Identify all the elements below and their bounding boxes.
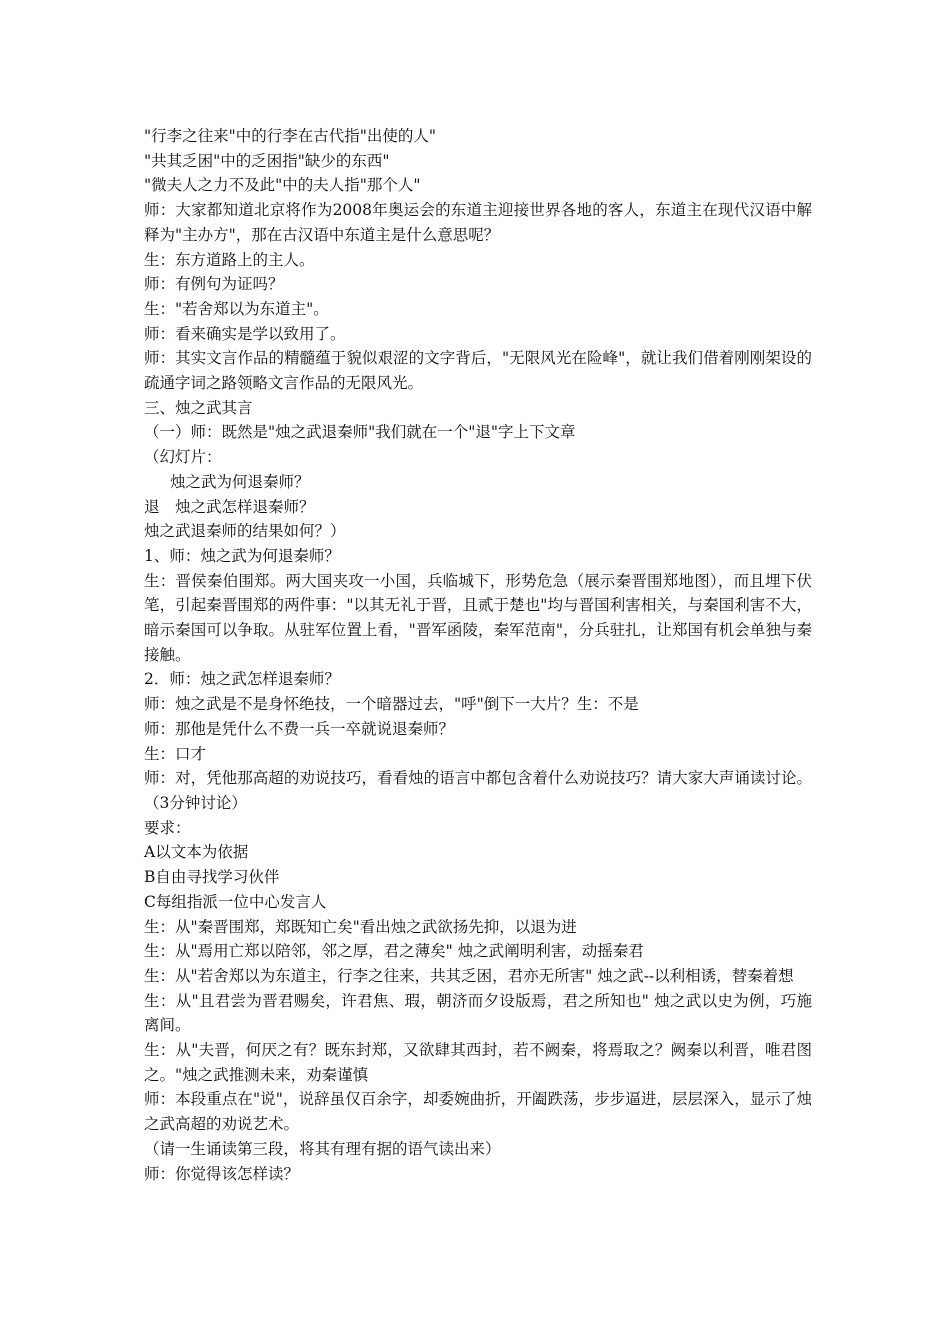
text-line: 师：你觉得该怎样读？ xyxy=(144,1164,300,1183)
slide-item: 烛之武退秦师的结果如何？） xyxy=(144,522,346,541)
text-line: 生：从"若舍郑以为东道主，行李之往来，共其乏困，君亦无所害" 烛之武--以利相诱，替秦着想 xyxy=(144,966,794,985)
text-line: 师：对，凭他那高超的劝说技巧，看看烛的语言中都包含着什么劝说技巧？请大家大声诵读讨论。（3分钟讨论） xyxy=(144,769,812,812)
text-line: "微夫人之力不及此"中的夫人指"那个人" xyxy=(144,176,421,195)
text-line: 生：晋侯秦伯围郑。两大国夹攻一小国，兵临城下，形势危急（展示秦晋围郑地图），而且埋下伏笔，引起秦晋围郑的两件事："以其无礼于晋，且贰于楚也"均与晋国利害相关，与秦国利害不大，暗示秦国可以争取。从驻军位置上看，"晋军函陵，秦军范南"，分兵驻扎，让郑国有机会单独与秦接触。 xyxy=(144,571,812,664)
text-line: 师：其实文言作品的精髓蕴于貌似艰涩的文字背后，"无限风光在险峰"，就让我们借着刚刚架设的疏通字词之路领略文言作品的无限风光。 xyxy=(144,349,812,393)
text-line: 1、师：烛之武为何退秦师？ xyxy=(144,546,340,565)
text-line: 生：从"且君尝为晋君赐矣，许君焦、瑕，朝济而夕设版焉，君之所知也" 烛之武以史为例，巧施离间。 xyxy=(144,991,812,1035)
requirement-item: A以文本为依据 xyxy=(144,843,249,862)
text-line: 师：大家都知道北京将作为2008年奥运会的东道主迎接世界各地的客人，东道主在现代汉语中解释为"主办方"，那在古汉语中东道主是什么意思呢？ xyxy=(144,201,812,244)
text-line: （一）师：既然是"烛之武退秦师"我们就在一个"退"字上下文章 xyxy=(144,423,576,442)
text-line: （幻灯片： xyxy=(144,448,222,467)
text-line: 生：从"夫晋，何厌之有？既东封郑，又欲肆其西封，若不阙秦，将焉取之？阙秦以利晋，唯君图之。"烛之武推测未来，劝秦谨慎 xyxy=(144,1041,812,1084)
text-line: 生：从"焉用亡郑以陪邻，邻之厚，君之薄矣" 烛之武阐明利害，动摇秦君 xyxy=(144,942,644,961)
slide-item: 退 烛之武怎样退秦师？ xyxy=(144,497,315,516)
requirement-item: C每组指派一位中心发言人 xyxy=(144,892,327,911)
section-heading: 三、烛之武其言 xyxy=(144,398,253,417)
slide-item: 烛之武为何退秦师？ xyxy=(170,472,310,491)
text-line: 师：那他是凭什么不费一兵一卒就说退秦师？ xyxy=(144,719,455,738)
text-line: 师：烛之武是不是身怀绝技，一个暗器过去，"呼"倒下一大片？生：不是 xyxy=(144,695,639,714)
text-line: （请一生诵读第三段，将其有理有据的语气读出来） xyxy=(144,1139,501,1158)
text-line: 师：本段重点在"说"，说辞虽仅百余字，却委婉曲折，开阖跌荡，步步逼进，层层深入，显示了烛之武高超的劝说艺术。 xyxy=(144,1090,812,1134)
text-line: 生："若舍郑以为东道主"。 xyxy=(144,299,329,318)
text-line: "共其乏困"中的乏困指"缺少的东西" xyxy=(144,151,390,170)
text-line: 生：从"秦晋围郑，郑既知亡矣"看出烛之武欲扬先抑，以退为进 xyxy=(144,917,577,936)
text-line: 生：东方道路上的主人。 xyxy=(144,250,315,269)
text-line: "行李之往来"中的行李在古代指"出使的人" xyxy=(144,127,437,145)
text-line: 师：有例句为证吗？ xyxy=(144,275,284,294)
text-line: 师：看来确实是学以致用了。 xyxy=(144,324,346,343)
document-body xyxy=(144,124,812,1186)
text-line: 2．师：烛之武怎样退秦师？ xyxy=(144,670,340,689)
text-line: 生：口才 xyxy=(144,744,207,763)
requirement-item: B自由寻找学习伙伴 xyxy=(144,868,280,887)
text-line: 要求： xyxy=(144,818,191,837)
